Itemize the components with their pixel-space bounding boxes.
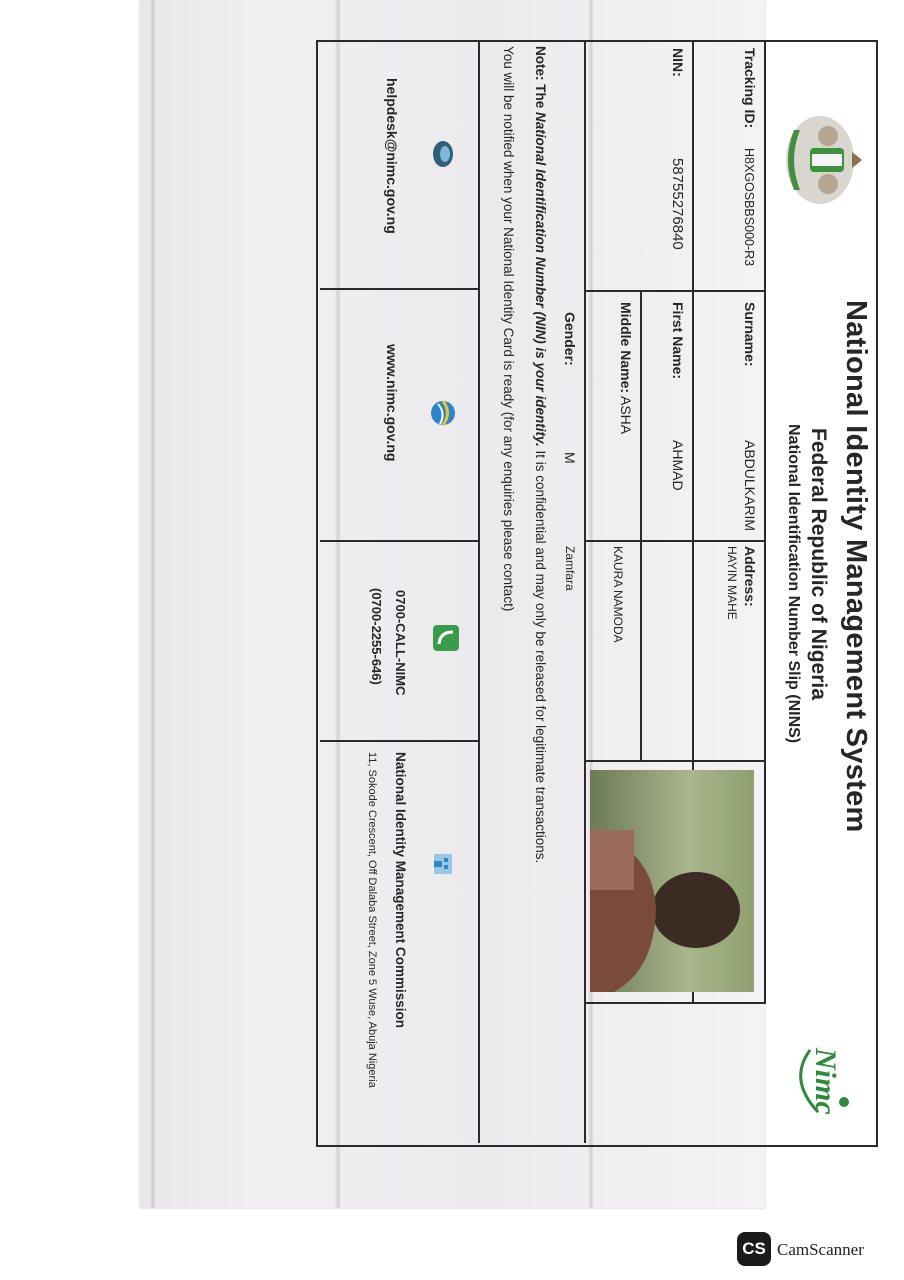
building-icon bbox=[432, 852, 454, 876]
system-title: National Identity Management System bbox=[840, 300, 872, 833]
table-top-line bbox=[764, 40, 766, 1002]
phone-number[interactable]: (0700-2255-646) bbox=[369, 588, 384, 685]
nin-label: NIN: bbox=[670, 48, 686, 77]
phone-text[interactable]: 0700-CALL-NIMC bbox=[393, 590, 408, 696]
country-name: Federal Republic of Nigeria bbox=[807, 428, 830, 700]
address-line-3: Zamfara bbox=[563, 546, 577, 591]
row-divider bbox=[640, 290, 642, 760]
person-silhouette-icon bbox=[590, 770, 754, 992]
email-icon bbox=[432, 140, 454, 168]
table-bottom-line bbox=[584, 40, 586, 1143]
footer-divider bbox=[320, 740, 480, 742]
column-divider bbox=[586, 1002, 766, 1004]
note-prefix: Note: The bbox=[533, 46, 548, 112]
camscanner-logo-icon: CS bbox=[737, 1232, 771, 1266]
coat-of-arms-icon bbox=[776, 100, 872, 220]
gender-value: M bbox=[562, 452, 578, 464]
first-name-value: AHMAD bbox=[670, 440, 686, 491]
paper-fold bbox=[150, 0, 156, 1208]
column-divider bbox=[586, 540, 766, 542]
note-emphasis: National Identification Number (NIN) is your identity. bbox=[533, 112, 548, 447]
nimc-logo bbox=[788, 1040, 858, 1120]
address-label: Address: bbox=[742, 546, 758, 607]
footer-divider bbox=[320, 540, 480, 542]
tracking-id-value: H8XGOSBBS000-R3 bbox=[742, 148, 756, 267]
slip-title: National Identification Number Slip (NINS) bbox=[785, 424, 802, 744]
surname-label: Surname: bbox=[742, 302, 758, 367]
note-rest: It is confidential and may only be released for legitimate transactions. bbox=[533, 446, 548, 864]
column-divider bbox=[586, 290, 766, 292]
middle-name-value: ASHA bbox=[618, 396, 634, 435]
column-divider bbox=[586, 760, 766, 762]
surname-value: ABDULKARIM bbox=[742, 440, 758, 532]
address-line-2: KAURA NAMODA bbox=[611, 546, 625, 643]
tracking-id-label: Tracking ID: bbox=[742, 48, 758, 129]
note-line-1 bbox=[533, 46, 548, 863]
camscanner-watermark: CamScanner bbox=[777, 1240, 864, 1259]
gender-label: Gender: bbox=[562, 312, 578, 366]
nin-value: 58755276840 bbox=[669, 158, 686, 250]
middle-name-label: Middle Name: bbox=[618, 302, 634, 394]
first-name-label: First Name: bbox=[670, 302, 686, 380]
holder-photo bbox=[590, 770, 754, 992]
nimc-logo-text: Nimc bbox=[809, 1048, 842, 1115]
email-text[interactable]: helpdesk@nimc.gov.ng bbox=[384, 78, 400, 234]
org-address: 11, Sokode Crescent, Off Dalaba Street, Zone 5 Wuse, Abuja Nigeria bbox=[366, 752, 378, 1088]
nin-slip bbox=[318, 40, 878, 1145]
footer-divider bbox=[320, 288, 480, 290]
address-line-1: HAYIN MAHE bbox=[725, 546, 739, 620]
globe-icon bbox=[428, 398, 458, 428]
note-line-2: You will be notified when your National Identity Card is ready (for any enquiries please contact) bbox=[501, 46, 516, 612]
phone-icon bbox=[432, 624, 460, 652]
website-text[interactable]: www.nimc.gov.ng bbox=[384, 344, 400, 462]
org-name: National Identity Management Commission bbox=[393, 752, 408, 1029]
scanned-paper bbox=[140, 0, 872, 1208]
note-divider bbox=[478, 40, 480, 1143]
